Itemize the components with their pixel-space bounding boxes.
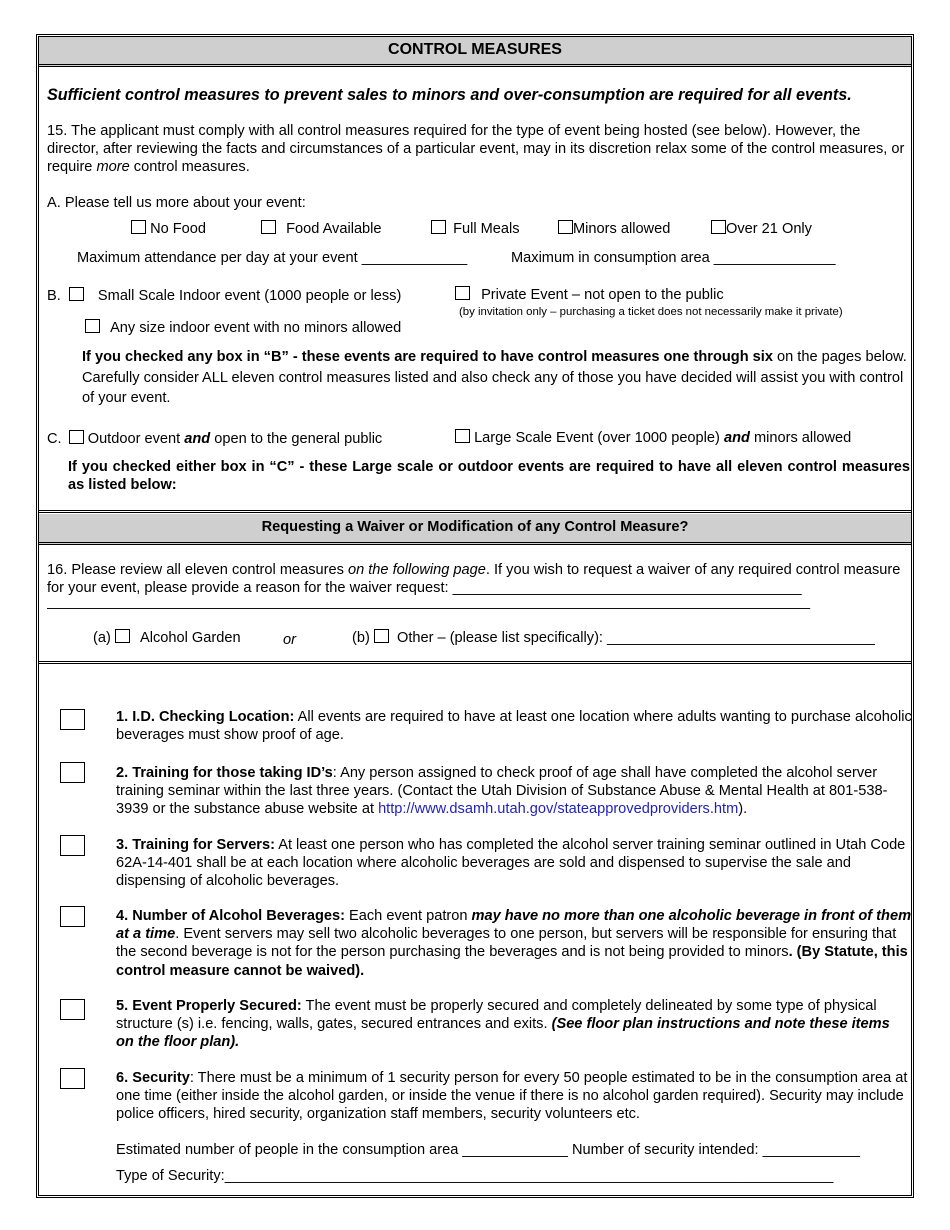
waiver-option-b[interactable] bbox=[352, 629, 875, 647]
large-scale-checkbox[interactable] bbox=[455, 429, 470, 443]
measure-4-emphasis: may have no more than one alcoholic beverage in front of them at a time bbox=[116, 908, 912, 943]
dsamh-link[interactable]: http://www.dsamh.utah.gov/stateapprovedproviders.htm bbox=[378, 801, 739, 818]
over-21-label: Over 21 Only bbox=[726, 221, 812, 237]
private-event-note: (by invitation only – purchasing a ticket does not necessarily make it private) bbox=[459, 306, 843, 318]
minors-allowed-label: Minors allowed bbox=[573, 221, 671, 237]
q15-more: more bbox=[96, 159, 130, 176]
max-attendance-field[interactable]: Maximum attendance per day at your event _____________ bbox=[77, 250, 468, 266]
measure-6-checkbox[interactable] bbox=[60, 1068, 85, 1089]
measure-2 bbox=[116, 764, 916, 819]
waiver-top-divider bbox=[39, 510, 911, 513]
no-food-checkbox[interactable] bbox=[131, 220, 146, 234]
waiver-a-label: (a) bbox=[93, 630, 111, 646]
measure-2-checkbox[interactable] bbox=[60, 762, 85, 783]
measure-4-title: 4. Number of Alcohol Beverages: bbox=[116, 908, 345, 924]
full-meals-label: Full Meals bbox=[453, 221, 520, 237]
measure-2-title: 2. Training for those taking ID’s bbox=[116, 765, 333, 781]
q16-italic: on the following page bbox=[347, 562, 486, 578]
max-consumption-field[interactable]: Maximum in consumption area _______________ bbox=[511, 250, 836, 266]
estimate-line[interactable]: Estimated number of people in the consumption area _____________ Number of security intended: ____________ bbox=[116, 1142, 860, 1158]
section-c-note: If you checked either box in “C” - these Large scale or outdoor events are required to have all eleven control measures as listed below: bbox=[68, 459, 910, 493]
food-available-checkbox[interactable] bbox=[261, 220, 276, 234]
private-event-label: Private Event – not open to the public bbox=[481, 287, 724, 303]
no-food-label: No Food bbox=[150, 221, 207, 237]
measure-2-end: ). bbox=[738, 801, 748, 818]
outdoor-event-checkbox[interactable] bbox=[69, 430, 84, 444]
outdoor-event-label-2: open to the general public bbox=[210, 431, 383, 447]
section-b-note-bold: If you checked any box in “B” - these events are required to have control measures one through six bbox=[82, 349, 773, 365]
section-b-note bbox=[82, 347, 912, 409]
measure-6 bbox=[116, 1069, 912, 1124]
measure-5-emphasis: (See floor plan instructions and note these items on the floor plan). bbox=[116, 1016, 890, 1051]
measure-6-title: 6. Security bbox=[116, 1070, 190, 1086]
option-minors-allowed[interactable] bbox=[558, 220, 670, 238]
section-c-letter: C. bbox=[47, 431, 62, 447]
section-b-note-rest: on the pages below. Carefully consider ALL eleven control measures listed and also check any of those you have decided will assist you with control of your event. bbox=[82, 349, 907, 406]
measure-6-text: : There must be a minimum of 1 security person for every 50 people estimated to be in the consumption area at one time (either inside the alcohol garden, or inside the venue if there is no alcohol garden required). Security may include police officers, hired security, organization staff members, security volunteers etc. bbox=[116, 1070, 908, 1123]
full-meals-checkbox[interactable] bbox=[431, 220, 446, 234]
indoor-no-minors-label: Any size indoor event with no minors allowed bbox=[110, 320, 402, 336]
small-scale-indoor-label: Small Scale Indoor event (1000 people or less) bbox=[97, 288, 402, 304]
section-b-letter: B. bbox=[47, 288, 61, 304]
private-event-option[interactable] bbox=[455, 286, 724, 304]
option-full-meals[interactable] bbox=[431, 220, 520, 238]
measure-3 bbox=[116, 836, 912, 891]
intro-statement: Sufficient control measures to prevent sales to minors and over-consumption are required for all events. bbox=[47, 86, 852, 104]
other-checkbox[interactable] bbox=[374, 629, 389, 643]
waiver-title: Requesting a Waiver or Modification of any Control Measure? bbox=[261, 519, 689, 535]
option-no-food[interactable] bbox=[131, 220, 206, 238]
q16-text-2[interactable]: . If you wish to request a waiver of any required control measure for your event, please provide a reason for the waiver request: ___________________________________________ bbox=[47, 562, 901, 597]
over-21-checkbox[interactable] bbox=[711, 220, 726, 234]
large-scale-option[interactable] bbox=[455, 429, 851, 447]
waiver-option-a[interactable] bbox=[93, 629, 241, 647]
waiver-or: or bbox=[283, 632, 296, 648]
measure-1-checkbox[interactable] bbox=[60, 709, 85, 730]
waiver-header bbox=[39, 514, 911, 545]
measure-5-checkbox[interactable] bbox=[60, 999, 85, 1020]
q15-text-2: control measures. bbox=[129, 159, 250, 176]
measure-4-text-1: Each event patron bbox=[344, 908, 472, 924]
private-event-checkbox[interactable] bbox=[455, 286, 470, 300]
section-b-row-1 bbox=[47, 287, 401, 305]
section-c-row bbox=[47, 430, 382, 448]
indoor-no-minors-option[interactable] bbox=[85, 319, 401, 337]
other-label[interactable]: Other – (please list specifically): _________________________________ bbox=[396, 630, 875, 646]
measure-4-text-2: . Event servers may sell two alcoholic beverages to one person, but servers will be responsible for ensuring that the second beverage is not for the person purchasing the beverages and is not being provided to minors bbox=[116, 926, 897, 961]
measure-5-title: 5. Event Properly Secured: bbox=[116, 998, 302, 1014]
measure-3-text: At least one person who has completed the alcohol server training seminar outlined in Utah Code 62A-14-401 shall be at each location where alcoholic beverages are sold and dispensed to supervise the sale and dispensing of alcoholic beverages. bbox=[116, 837, 906, 890]
measure-2-text: : Any person assigned to check proof of age shall have completed the alcohol server training seminar within the last three years. (Contact the Utah Division of Substance Abuse & Mental Health at 801-538-3939 or the substance abuse website at bbox=[116, 765, 888, 818]
waiver-reason-line[interactable]: ______________________________________________________________________________________________ bbox=[47, 594, 810, 610]
measure-4-statute: . (By Statute, this control measure cannot be waived). bbox=[116, 944, 908, 979]
question-16 bbox=[47, 561, 911, 597]
q16-text-1: 16. Please review all eleven control measures bbox=[47, 562, 348, 578]
outdoor-event-and: and bbox=[184, 431, 211, 447]
measure-5 bbox=[116, 997, 906, 1052]
measure-3-title: 3. Training for Servers: bbox=[116, 837, 275, 853]
measure-4 bbox=[116, 907, 916, 980]
control-measures-header bbox=[39, 37, 911, 67]
large-scale-label-2: minors allowed bbox=[749, 430, 852, 446]
alcohol-garden-label: Alcohol Garden bbox=[139, 630, 241, 646]
measure-3-checkbox[interactable] bbox=[60, 835, 85, 856]
measure-5-text: The event must be properly secured and completely delineated by some type of physical structure (s) i.e. fencing, walls, gates, secured entrances and exits. bbox=[116, 998, 877, 1033]
minors-allowed-checkbox[interactable] bbox=[558, 220, 573, 234]
q15-text-1: 15. The applicant must comply with all control measures required for the type of event being hosted (see below). However, the director, after reviewing the facts and circumstances of a particular event, may in its discretion relax some of the control measures, or require bbox=[47, 123, 905, 176]
measure-1 bbox=[116, 708, 912, 744]
option-over-21[interactable] bbox=[711, 220, 812, 238]
section-a-label: A. Please tell us more about your event: bbox=[47, 195, 306, 211]
security-type-line[interactable]: Type of Security:___________________________________________________________________________ bbox=[116, 1168, 834, 1184]
measure-1-title: 1. I.D. Checking Location: bbox=[116, 709, 295, 725]
question-15 bbox=[47, 122, 911, 177]
food-available-label: Food Available bbox=[286, 221, 382, 237]
measures-top-divider bbox=[39, 661, 911, 664]
large-scale-and: and bbox=[723, 430, 750, 446]
waiver-b-label: (b) bbox=[352, 630, 370, 646]
option-food-available[interactable] bbox=[261, 220, 382, 238]
measure-4-checkbox[interactable] bbox=[60, 906, 85, 927]
outdoor-event-label: Outdoor event bbox=[87, 431, 185, 447]
measure-1-text: All events are required to have at least one location where adults wanting to purchase alcoholic beverages must show proof of age. bbox=[116, 709, 912, 744]
large-scale-label: Large Scale Event (over 1000 people) bbox=[474, 430, 724, 446]
header-title: CONTROL MEASURES bbox=[388, 41, 562, 58]
indoor-no-minors-checkbox[interactable] bbox=[85, 319, 100, 333]
alcohol-garden-checkbox[interactable] bbox=[115, 629, 130, 643]
small-scale-indoor-checkbox[interactable] bbox=[69, 287, 84, 301]
form-frame bbox=[36, 34, 914, 1198]
